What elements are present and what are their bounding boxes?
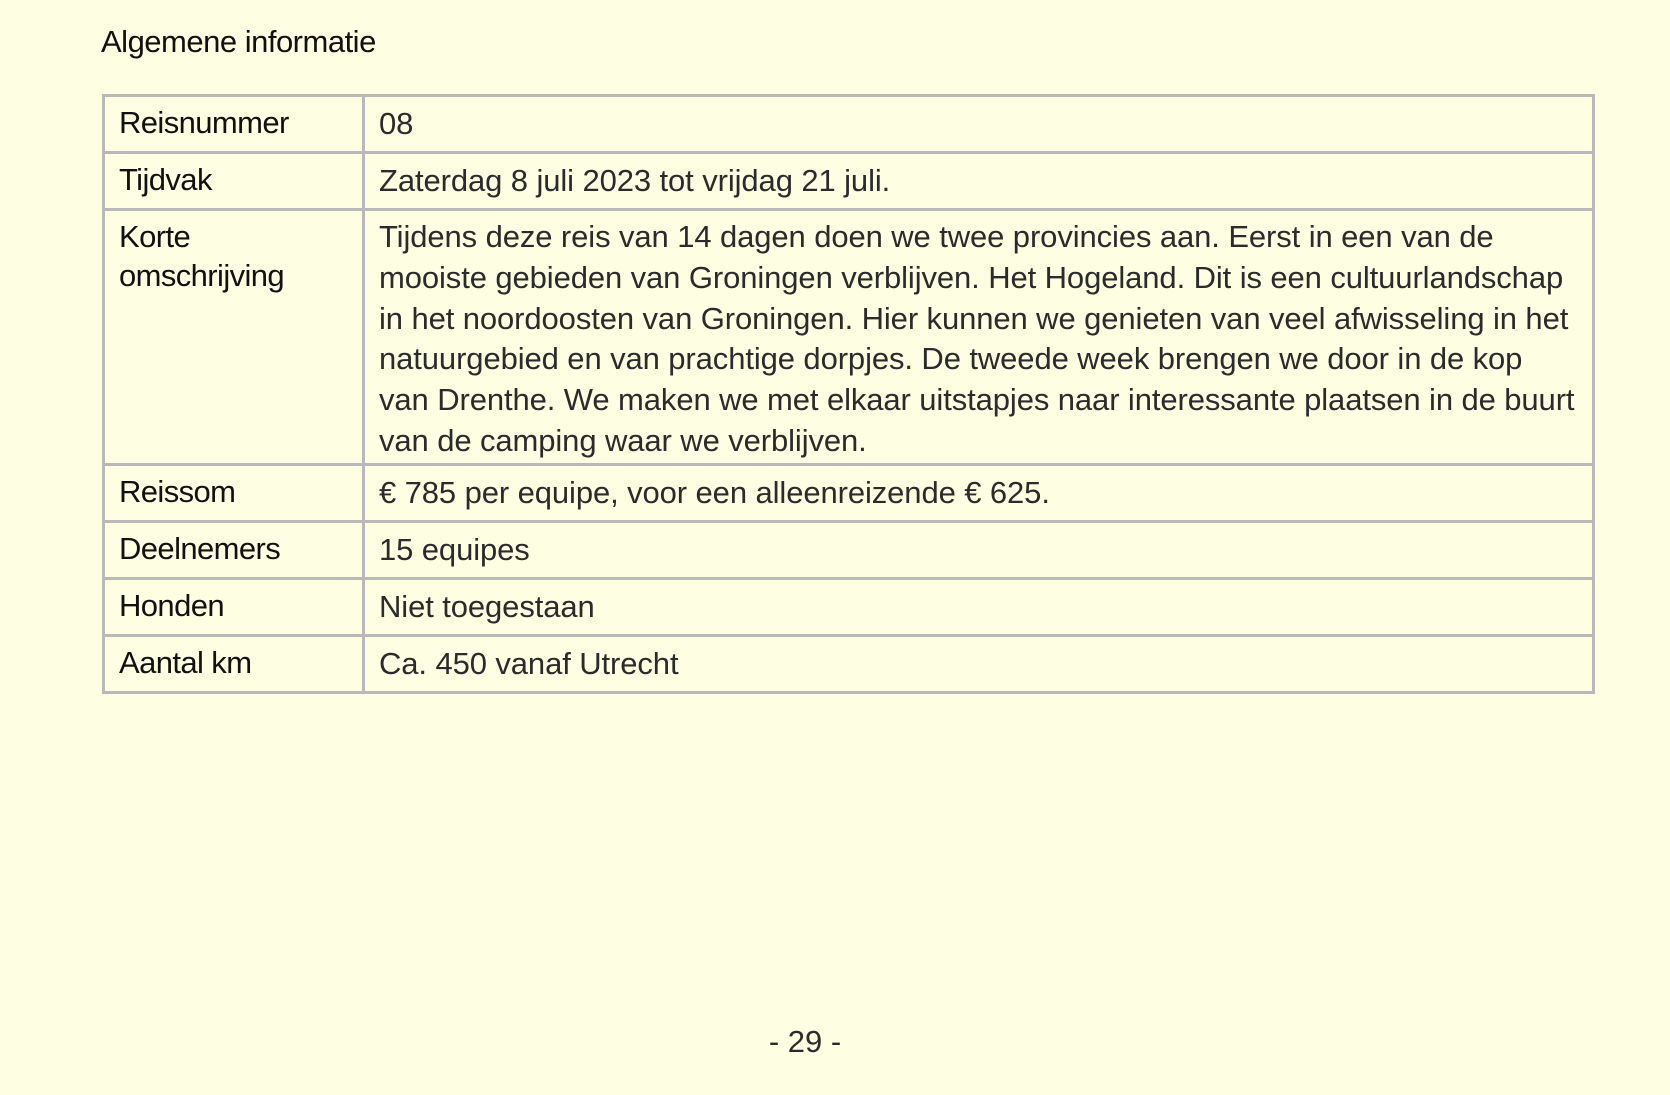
row-value: 08	[364, 96, 1594, 153]
row-label: Honden	[104, 578, 364, 635]
table-row-aantal-km	[104, 635, 1594, 692]
table-row-korte-omschrijving	[104, 210, 1594, 465]
table-row-tijdvak	[104, 153, 1594, 210]
row-value: Tijdens deze reis van 14 dagen doen we twee provincies aan. Eerst in een van de mooiste gebieden van Groningen verblijven. Het Hogeland. Dit is een cultuurlandschap in het noordoosten van Groningen. Hier kunnen we genieten van veel afwisseling in het natuurgebied en van prachtige dorpjes. De tweede week brengen we door in de kop van Drenthe. We maken we met elkaar uitstapjes naar interessante plaatsen in de buurt van de camping waar we verblijven.	[364, 210, 1594, 465]
row-label: Tijdvak	[104, 153, 364, 210]
row-value: Ca. 450 vanaf Utrecht	[364, 635, 1594, 692]
table-row-reisnummer	[104, 96, 1594, 153]
row-value: € 785 per equipe, voor een alleenreizende € 625.	[364, 464, 1594, 521]
row-label	[104, 210, 364, 465]
row-label: Deelnemers	[104, 521, 364, 578]
row-label: Reissom	[104, 464, 364, 521]
row-value: 15 equipes	[364, 521, 1594, 578]
table-row-deelnemers	[104, 521, 1594, 578]
row-label-line: omschrijving	[119, 258, 285, 293]
row-value: Zaterdag 8 juli 2023 tot vrijdag 21 juli.	[364, 153, 1594, 210]
row-value: Niet toegestaan	[364, 578, 1594, 635]
info-table	[102, 94, 1595, 694]
row-label-line: Korte	[119, 219, 191, 254]
row-label: Aantal km	[104, 635, 364, 692]
page-number: - 29 -	[768, 1024, 842, 1059]
section-title: Algemene informatie	[101, 24, 376, 59]
table-row-honden	[104, 578, 1594, 635]
table-row-reissom	[104, 464, 1594, 521]
row-label: Reisnummer	[104, 96, 364, 153]
